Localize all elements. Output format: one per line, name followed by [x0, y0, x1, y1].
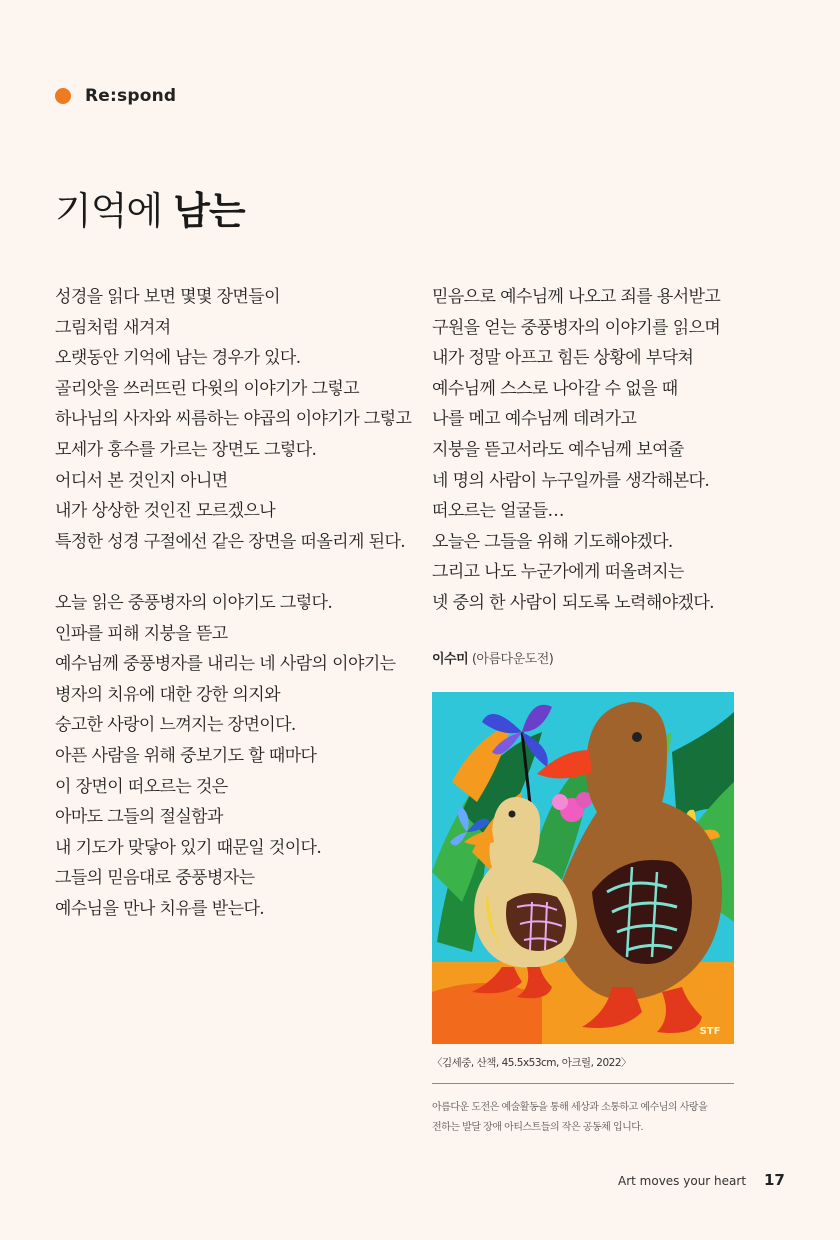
poem-left-column [55, 282, 412, 924]
poem-line: 모세가 홍수를 가르는 장면도 그렇다. [55, 439, 317, 460]
poem-line: 예수님께 중풍병자를 내리는 네 사람의 이야기는 [55, 654, 396, 675]
note-line: 전하는 발달 장애 아티스트들의 작은 공동체 입니다. [432, 1122, 644, 1133]
title-regular: 기억에 [55, 189, 163, 233]
poem-line: 구원을 얻는 중풍병자의 이야기를 읽으며 [432, 317, 721, 338]
poem-stanza-3 [432, 282, 752, 619]
poem-line: 성경을 읽다 보면 몇몇 장면들이 [55, 287, 280, 307]
poem-line: 믿음으로 예수님께 나오고 죄를 용서받고 [432, 287, 721, 307]
poem-line: 특정한 성경 구절에선 같은 장면을 떠올리게 된다. [55, 531, 406, 552]
poem-stanza-1 [55, 282, 412, 557]
poem-line: 하나님의 사자와 씨름하는 야곱의 이야기가 그렇고 [55, 409, 412, 430]
footer-text: Art moves your heart [618, 1174, 747, 1188]
stanza-gap [55, 557, 405, 588]
divider [432, 1083, 734, 1084]
poem-line: 예수님께 스스로 나아갈 수 없을 때 [432, 378, 678, 399]
poem-line: 아픈 사람을 위해 중보기도 할 때마다 [55, 745, 317, 766]
poem-line: 내가 상상한 것인진 모르겠으나 [55, 501, 276, 522]
poem-line: 오늘 읽은 중풍병자의 이야기도 그렇다. [55, 592, 333, 613]
poem-line: 네 명의 사람이 누구일까를 생각해본다. [432, 470, 710, 491]
poem-line: 병자의 치유에 대한 강한 의지와 [55, 684, 280, 705]
poem-line: 예수님을 만나 치유를 받는다. [55, 898, 265, 919]
poem-line: 숭고한 사랑이 느껴지는 장면이다. [55, 715, 296, 736]
poem-line: 오랫동안 기억에 남는 경우가 있다. [55, 348, 301, 369]
poem-line: 이 장면이 떠오르는 것은 [55, 776, 228, 797]
poem-line: 그림처럼 새겨져 [55, 317, 171, 338]
poem-line: 지붕을 뜯고서라도 예수님께 보여줄 [432, 439, 684, 460]
poem-line: 그들의 믿음대로 중풍병자는 [55, 868, 255, 889]
poem-line: 그리고 나도 누군가에게 떠올려지는 [432, 562, 684, 583]
note-line: 아름다운 도전은 예술활동을 통해 세상과 소통하고 예수님의 사랑을 [432, 1102, 708, 1113]
poem-line: 넷 중의 한 사람이 되도록 노력해야겠다. [432, 592, 714, 613]
page-number: 17 [764, 1171, 785, 1189]
author-name: 이수미 [432, 652, 469, 667]
poem-line: 아마도 그들의 절실함과 [55, 807, 223, 828]
poem-line: 어디서 본 것인지 아니면 [55, 470, 228, 491]
poem-line: 내가 정말 아프고 힘든 상황에 부닥쳐 [432, 348, 694, 369]
poem-line: 내 기도가 맞닿아 있기 때문일 것이다. [55, 837, 322, 858]
page-title [55, 180, 245, 235]
poem-line: 골리앗을 쓰러뜨린 다윗의 이야기가 그렇고 [55, 378, 360, 399]
section-dot [55, 88, 71, 104]
poem-line: 인파를 피해 지붕을 뜯고 [55, 623, 228, 644]
author-credit [432, 648, 553, 667]
poem-line: 나를 메고 예수님께 데려가고 [432, 409, 637, 430]
poem-line: 오늘은 그들을 위해 기도해야겠다. [432, 531, 673, 552]
section-label: Re:spond [85, 86, 177, 106]
author-affiliation: (아름다운도전) [471, 652, 554, 667]
artwork-caption: 〈김세중, 산책, 45.5x53cm, 아크릴, 2022〉 [432, 1057, 632, 1069]
poem-stanza-2 [55, 588, 405, 925]
poem-line: 떠오르는 얼굴들… [432, 501, 564, 522]
section-tag [55, 86, 176, 106]
title-bold: 남는 [173, 188, 245, 233]
artwork-ducks-painting [432, 692, 734, 1044]
poem-right-column [432, 282, 752, 619]
community-note [432, 1098, 742, 1138]
art-signature: STF [699, 1026, 721, 1037]
